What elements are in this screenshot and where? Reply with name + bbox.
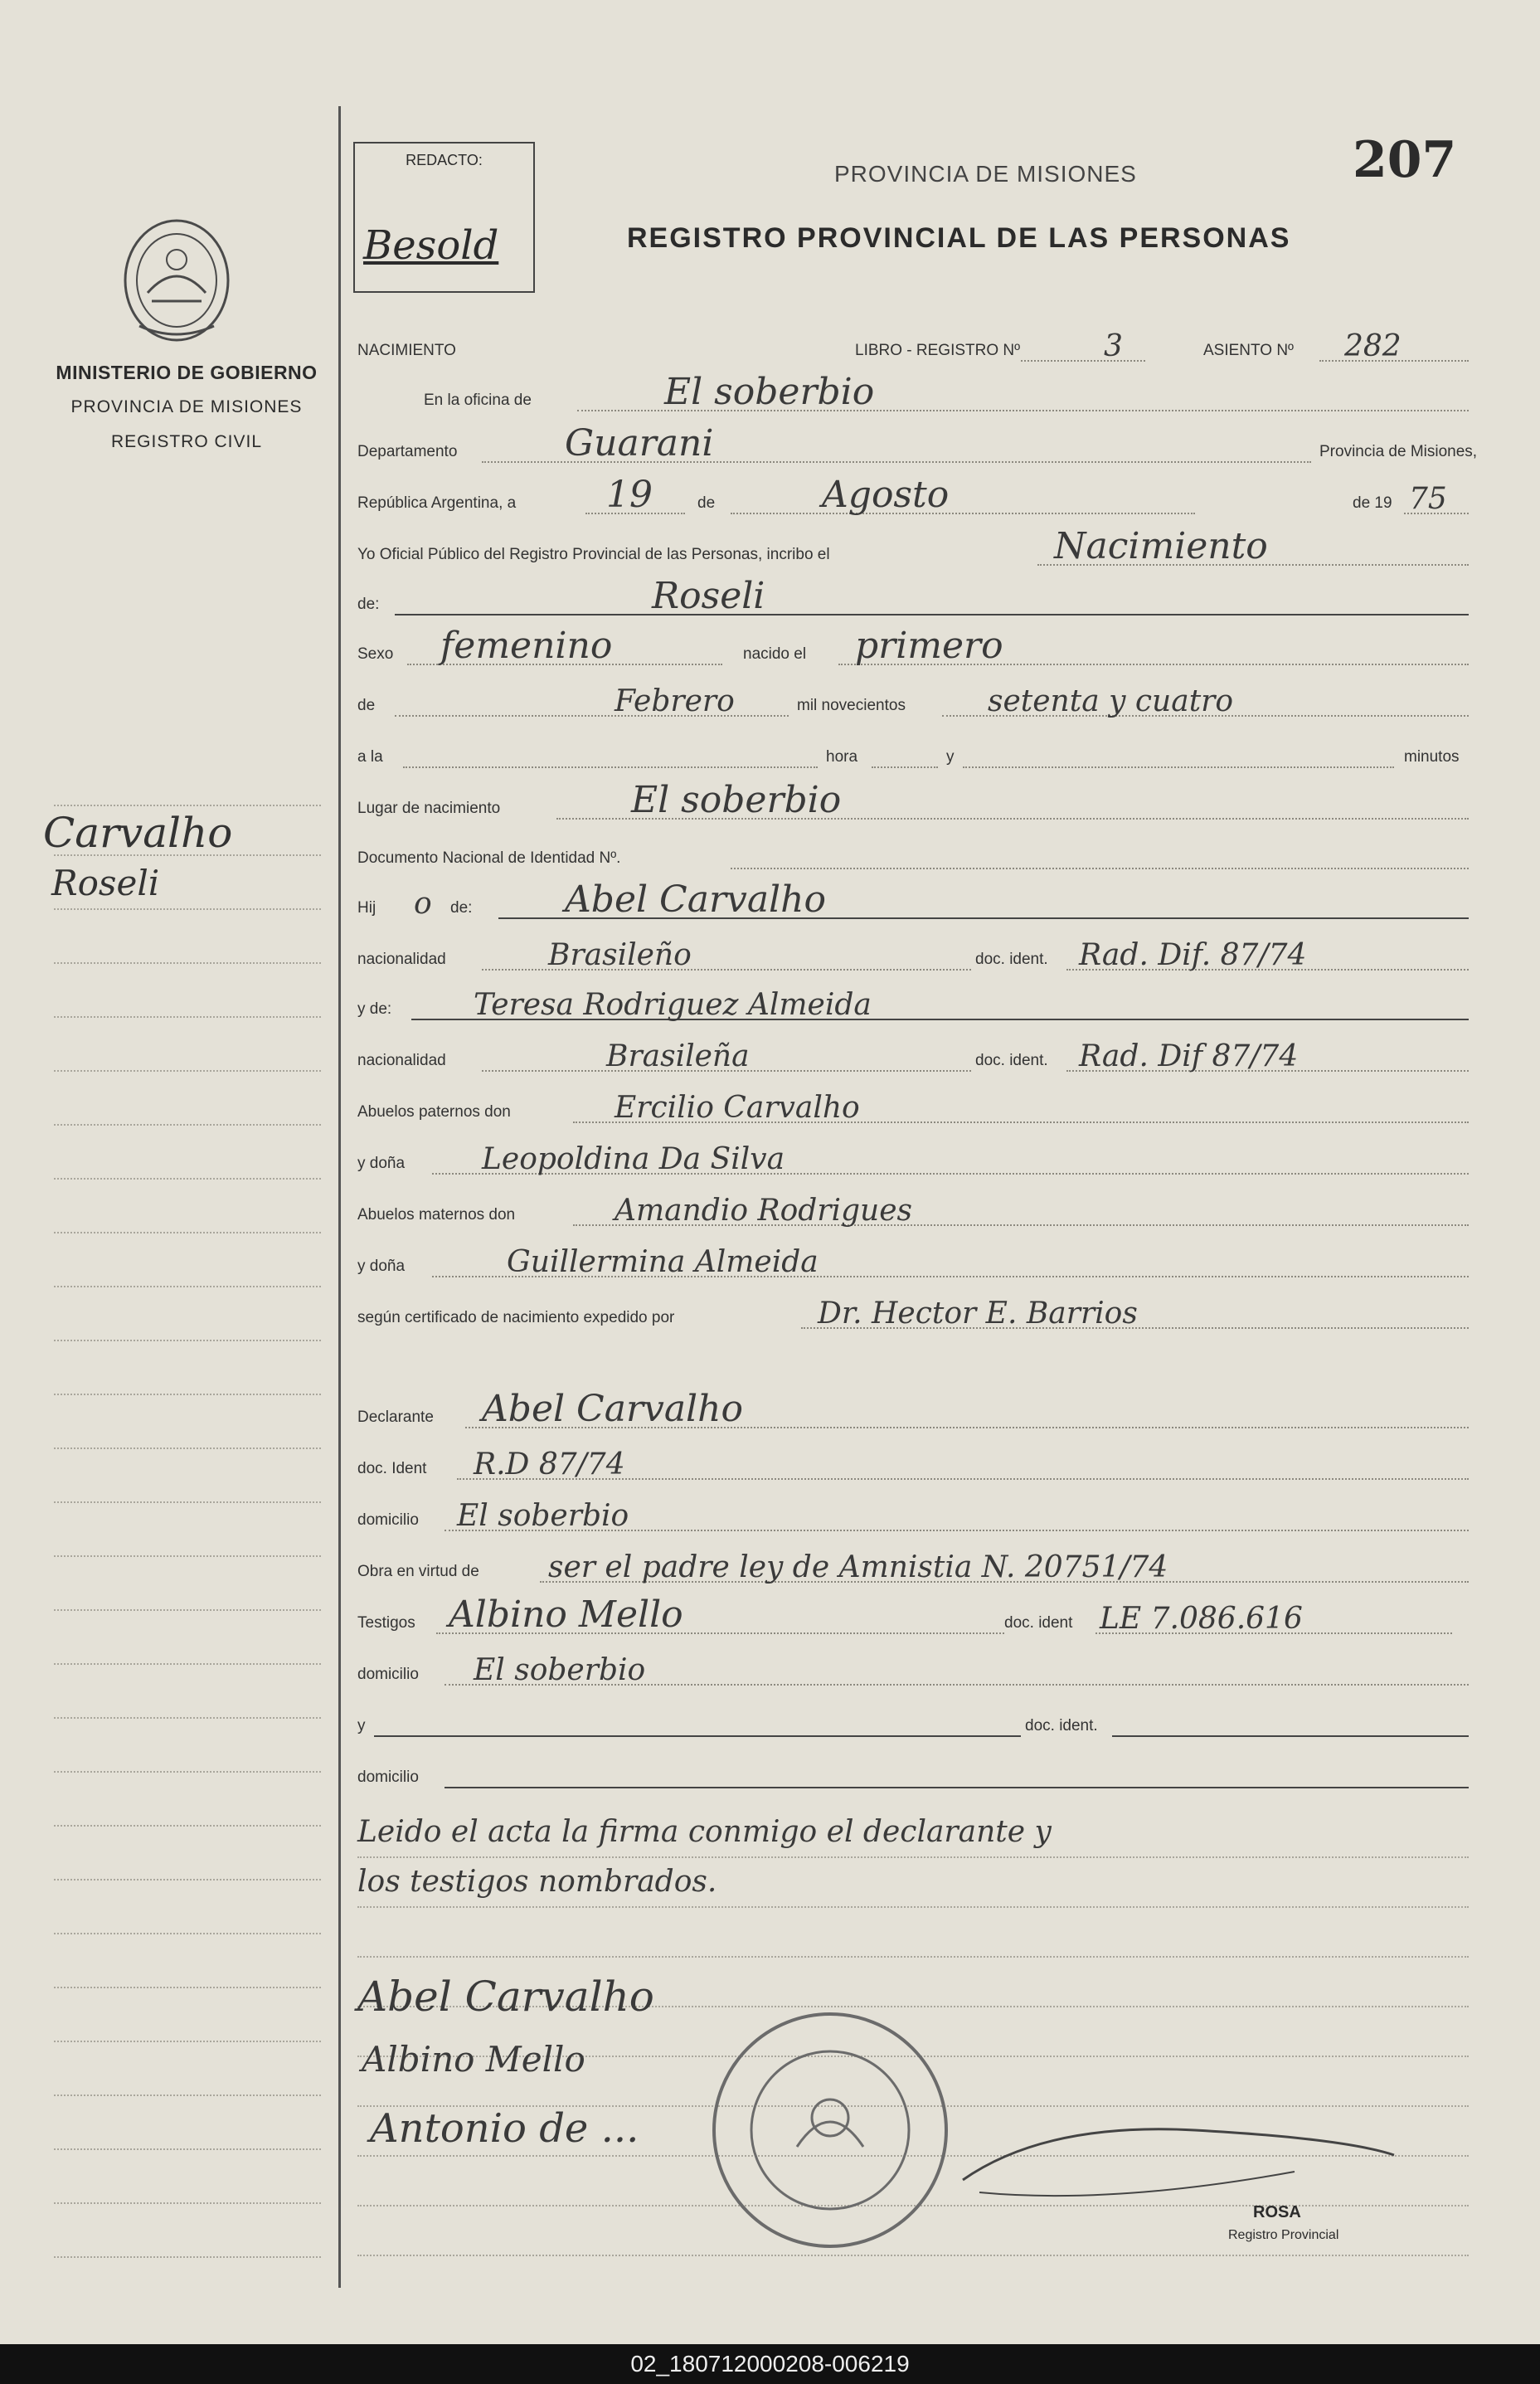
ministry-title: MINISTERIO DE GOBIERNO <box>56 362 318 383</box>
department-value: Guarani <box>565 422 714 465</box>
declarant-label: Declarante <box>357 1409 434 1426</box>
dona-label: y doña <box>357 1155 406 1172</box>
witness-label: Testigos <box>357 1614 415 1632</box>
ruled-line <box>54 1879 321 1880</box>
de-label: de <box>697 494 716 512</box>
redacto-label: REDACTO: <box>406 152 483 168</box>
official-signature-icon <box>946 2114 1411 2213</box>
official-seal-stamp <box>706 2006 955 2255</box>
ruled-line <box>54 2041 321 2042</box>
province-suffix: Provincia de Misiones, <box>1319 443 1478 460</box>
person-name-row <box>357 577 1469 619</box>
mother-doc: Rad. Dif 87/74 <box>1079 1039 1299 1073</box>
paternal-grandmother-row <box>357 1136 1469 1178</box>
second-domicile-row <box>357 1750 1469 1792</box>
ruled-line <box>54 1501 321 1503</box>
declarant-row <box>357 1390 1469 1432</box>
birth-record-form <box>338 106 1477 2288</box>
declarant-doc-row <box>357 1442 1469 1483</box>
official-title: Registro Provincial <box>1228 2228 1339 2242</box>
ruled-line <box>54 1771 321 1773</box>
witness-domicile-row <box>357 1647 1469 1689</box>
and-label: y <box>946 748 955 766</box>
ruled-line <box>357 1856 1469 1858</box>
hour-line <box>872 766 938 768</box>
born-label: nacido el <box>743 645 807 663</box>
born-year-value: setenta y cuatro <box>988 684 1234 718</box>
office-value: El soberbio <box>664 371 875 413</box>
authority-label: Obra en virtud de <box>357 1563 479 1580</box>
day-value: 19 <box>606 474 653 516</box>
record-type-row <box>357 324 1469 365</box>
ruled-line <box>357 2255 1469 2256</box>
person-name-line <box>395 614 1469 615</box>
second-doc-line <box>1112 1735 1469 1737</box>
ruled-line <box>357 1956 1469 1958</box>
birthplace-value: El soberbio <box>631 779 842 821</box>
time-row <box>357 730 1469 771</box>
at-label: a la <box>357 748 383 766</box>
father-nationality: Brasileño <box>548 938 692 972</box>
sex-row <box>357 627 1469 669</box>
ruled-line <box>54 1394 321 1395</box>
authority-row <box>357 1545 1469 1586</box>
official-seal-icon <box>706 2006 955 2255</box>
paternal-gf-value: Ercilio Carvalho <box>615 1091 860 1125</box>
folio-number: 207 <box>1353 131 1457 189</box>
father-nationality-row <box>357 932 1469 974</box>
redacto-box <box>353 142 535 293</box>
doc-ident-label: doc. ident. <box>975 1052 1048 1069</box>
person-name-value: Roseli <box>652 575 765 617</box>
maternal-grandfather-row <box>357 1188 1469 1229</box>
father-name: Abel Carvalho <box>565 878 826 921</box>
certificate-label: según certificado de nacimiento expedido por <box>357 1309 675 1326</box>
official-statement: Yo Oficial Público del Registro Provincial de las Personas, incribo el <box>357 546 830 563</box>
province-title: PROVINCIA DE MISIONES <box>834 161 1137 187</box>
domicile-label: domicilio <box>357 1666 419 1683</box>
ruled-line <box>54 1555 321 1557</box>
ruled-line <box>54 1663 321 1665</box>
ruled-line <box>54 2095 321 2096</box>
dona-label: y doña <box>357 1258 406 1275</box>
witness-doc-group <box>1004 1596 1469 1637</box>
witness-doc-value: LE 7.086.616 <box>1100 1602 1303 1636</box>
born-day-value: primero <box>855 625 1003 667</box>
signature-witness: Albino Mello <box>362 2039 585 2080</box>
authority-value: ser el padre ley de Amnistia N. 20751/74 <box>548 1550 1168 1584</box>
ruled-line <box>54 1016 321 1018</box>
ruled-line <box>54 1933 321 1934</box>
father-doc: Rad. Dif. 87/74 <box>1079 938 1307 972</box>
certificate-row <box>357 1291 1469 1332</box>
ruled-line <box>357 1906 1469 1908</box>
margin-note-given-name: Roseli <box>51 863 160 903</box>
book-value: 3 <box>1104 329 1123 363</box>
declarant-doc-value: R.D 87/74 <box>474 1447 625 1481</box>
ruled-line <box>54 1232 321 1233</box>
declarant-doc-label: doc. Ident <box>357 1460 427 1477</box>
child-label-c: de: <box>450 899 473 917</box>
ruled-line <box>54 1609 321 1611</box>
sex-label: Sexo <box>357 645 394 663</box>
month-value: Agosto <box>822 474 950 516</box>
ministry-registry: REGISTRO CIVIL <box>110 432 263 451</box>
declarant-domicile-row <box>357 1493 1469 1535</box>
record-type-label: NACIMIENTO <box>357 342 456 359</box>
year-value: 75 <box>1409 482 1447 516</box>
entry-label: ASIENTO Nº <box>1203 342 1294 359</box>
department-label: Departamento <box>357 443 458 460</box>
ruled-line <box>54 1178 321 1180</box>
father-row <box>357 878 1469 922</box>
and2-label: y <box>357 1717 366 1734</box>
book-label: LIBRO - REGISTRO Nº <box>855 342 1021 359</box>
ruled-line <box>54 2148 321 2150</box>
redacto-signature: Besold <box>363 222 499 269</box>
closing-note-line2: los testigos nombrados. <box>357 1865 717 1899</box>
child-label-b: o <box>414 887 432 921</box>
ruled-line <box>54 1987 321 1988</box>
maternal-gm-value: Guillermina Almeida <box>507 1245 819 1279</box>
of-label: de: <box>357 596 380 613</box>
second-witness-line <box>374 1735 1021 1737</box>
nationality-label: nacionalidad <box>357 1052 446 1069</box>
dni-label: Documento Nacional de Identidad Nº. <box>357 849 621 867</box>
month-line <box>731 513 1195 514</box>
ruled-line <box>54 908 321 910</box>
margin-note-surname: Carvalho <box>43 809 233 857</box>
statement-value: Nacimiento <box>1054 525 1268 567</box>
witness-value: Albino Mello <box>449 1593 683 1636</box>
hour-label: hora <box>826 748 858 766</box>
office-label: En la oficina de <box>424 392 532 409</box>
image-caption: 02_180712000208-006219 <box>0 2344 1540 2384</box>
second-doc-label: doc. ident. <box>1025 1717 1098 1734</box>
ruled-line <box>54 1286 321 1287</box>
minutes-line <box>963 766 1394 768</box>
birthplace-row <box>357 781 1469 823</box>
paternal-gf-label: Abuelos paternos don <box>357 1103 511 1121</box>
mother-row <box>357 982 1469 1024</box>
domicile-label: domicilio <box>357 1769 419 1786</box>
ruled-line <box>54 1124 321 1126</box>
ruled-line <box>54 805 321 806</box>
second-domicile-line <box>445 1787 1469 1788</box>
child-label-a: Hij <box>357 899 376 917</box>
ruled-line <box>54 1340 321 1341</box>
ruled-line <box>54 962 321 964</box>
born-month-row <box>357 679 1469 720</box>
republic-label: República Argentina, a <box>357 494 517 512</box>
dni-line <box>731 868 1469 869</box>
sex-value: femenino <box>440 625 613 667</box>
ruled-line <box>54 2202 321 2204</box>
doc-ident-label: doc. ident. <box>975 951 1048 968</box>
mother-nationality: Brasileña <box>606 1039 750 1073</box>
time-line <box>403 766 818 768</box>
maternal-gf-value: Amandio Rodrigues <box>615 1194 913 1228</box>
date-row <box>357 476 1469 518</box>
dni-row <box>357 831 1469 873</box>
signature-third: Antonio de ... <box>370 2105 639 2152</box>
witness-domicile-value: El soberbio <box>474 1653 646 1687</box>
de2-label: de <box>357 697 376 714</box>
closing-note-line1: Leido el acta la firma conmigo el declarante y <box>357 1815 1052 1849</box>
born-month-value: Febrero <box>615 684 735 718</box>
department-row <box>357 422 1478 466</box>
maternal-gf-label: Abuelos maternos don <box>357 1206 516 1224</box>
domicile-label: domicilio <box>357 1511 419 1529</box>
minutes-label: minutos <box>1404 748 1460 766</box>
declarant-domicile-value: El soberbio <box>457 1499 629 1533</box>
declarant-value: Abel Carvalho <box>482 1388 743 1430</box>
ruled-line <box>54 2256 321 2258</box>
left-margin-column <box>0 0 336 2384</box>
ministry-header <box>17 355 357 460</box>
nationality-label: nacionalidad <box>357 951 446 968</box>
witness-doc-label: doc. ident <box>1004 1614 1073 1632</box>
paternal-grandfather-row <box>357 1085 1469 1126</box>
thousand-label: mil novecientos <box>797 697 906 714</box>
official-signature-block <box>946 2114 1411 2246</box>
ruled-line <box>54 1825 321 1827</box>
second-witness-row <box>357 1699 1469 1740</box>
ruled-line <box>54 1447 321 1449</box>
maternal-grandmother-row <box>357 1239 1469 1281</box>
registry-title: REGISTRO PROVINCIAL DE LAS PERSONAS <box>627 222 1291 254</box>
entry-value: 282 <box>1344 329 1402 363</box>
mother-nationality-row <box>357 1034 1469 1075</box>
ruled-line <box>54 1717 321 1719</box>
certificate-value: Dr. Hector E. Barrios <box>818 1297 1138 1331</box>
ruled-line <box>54 1070 321 1072</box>
ruled-line <box>54 854 321 856</box>
signature-declarant: Abel Carvalho <box>357 1973 654 2021</box>
birthplace-label: Lugar de nacimiento <box>357 800 501 817</box>
ministry-province: PROVINCIA DE MISIONES <box>70 397 303 416</box>
book-line <box>1021 360 1145 362</box>
provincial-coat-of-arms-icon <box>114 214 239 347</box>
statement-row <box>357 525 1469 569</box>
paternal-gm-value: Leopoldina Da Silva <box>482 1142 785 1176</box>
official-name: ROSA <box>1253 2203 1301 2221</box>
year-prefix: de 19 <box>1353 494 1392 512</box>
and-of-label: y de: <box>357 1000 392 1018</box>
mother-name: Teresa Rodriguez Almeida <box>474 988 872 1022</box>
office-row <box>357 373 1469 415</box>
